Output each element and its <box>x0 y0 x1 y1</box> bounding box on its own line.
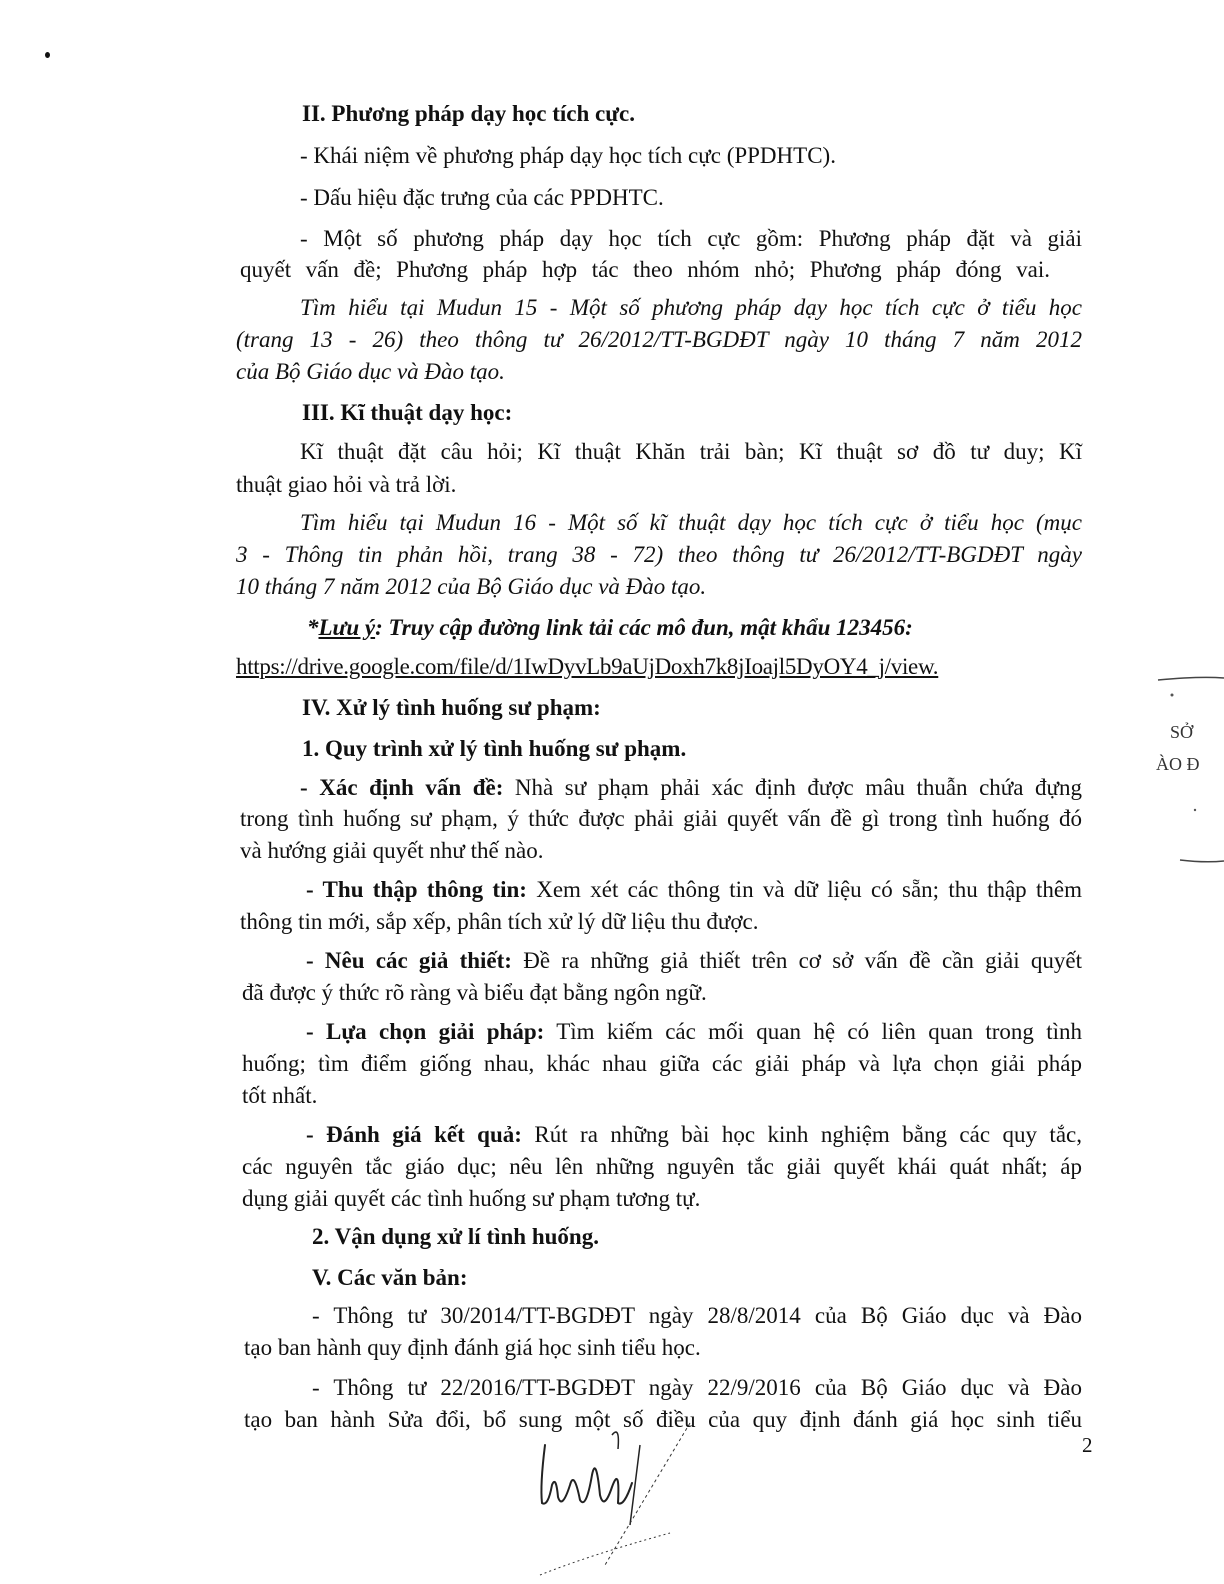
sec3-reference-line-2: 3 - Thông tin phản hồi, trang 38 - 72) theo thông tư 26/2012/TT-BGDĐT ngày <box>236 542 1082 567</box>
sec3-reference-line-1: Tìm hiểu tại Mudun 16 - Một số kĩ thuật dạy học tích cực ở tiểu học (mục <box>300 510 1082 535</box>
sec3-body-line-2: thuật giao hỏi và trả lời. <box>236 472 457 497</box>
sec2-methods-line-2: quyết vấn đề; Phương pháp hợp tác theo nhóm nhỏ; Phương pháp đóng vai. <box>240 257 1050 282</box>
step-5-line-1 <box>306 1120 1082 1150</box>
step-4-line-1 <box>306 1017 1082 1047</box>
stamp-fragment-icon <box>1150 670 1224 870</box>
sec2-item-2: - Dấu hiệu đặc trưng của các PPDHTC. <box>300 185 664 210</box>
doc-1-line-2: tạo ban hành quy định đánh giá học sinh tiểu học. <box>244 1335 701 1360</box>
step-2-line-1 <box>306 875 1082 905</box>
step-4-line-2: huống; tìm điểm giống nhau, khác nhau giữa các giải pháp và lựa chọn giải pháp <box>242 1051 1082 1076</box>
scan-speck <box>45 52 50 58</box>
step-3-label: - Nêu các giả thiết: <box>306 948 512 973</box>
sec2-reference-line-2: (trang 13 - 26) theo thông tư 26/2012/TT-BGDĐT ngày 10 tháng 7 năm 2012 <box>236 327 1082 352</box>
page-number: 2 <box>1082 1433 1093 1457</box>
doc-2-line-2: tạo ban hành Sửa đổi, bổ sung một số điều của quy định đánh giá học sinh tiểu <box>244 1407 1082 1432</box>
sec3-reference-line-3: 10 tháng 7 năm 2012 của Bộ Giáo dục và Đào tạo. <box>236 574 707 599</box>
sec2-reference-line-1: Tìm hiểu tại Mudun 15 - Một số phương pháp dạy học tích cực ở tiểu học <box>300 295 1082 320</box>
step-1-line-2: trong tình huống sư phạm, ý thức được phải giải quyết vấn đề gì trong tình huống đó <box>240 806 1082 831</box>
step-1-text: Nhà sư phạm phải xác định được mâu thuẫn chứa đựng <box>503 775 1082 800</box>
step-5-line-3: dụng giải quyết các tình huống sư phạm tương tự. <box>242 1186 701 1211</box>
step-3-line-2: đã được ý thức rõ ràng và biểu đạt bằng ngôn ngữ. <box>242 980 707 1005</box>
step-3-line-1 <box>306 946 1082 976</box>
step-1-line-1 <box>300 773 1082 803</box>
step-5-label: - Đánh giá kết quả: <box>306 1122 522 1147</box>
step-4-line-3: tốt nhất. <box>242 1083 318 1108</box>
step-2-label: - Thu thập thông tin: <box>306 877 527 902</box>
sec3-body-line-1: Kĩ thuật đặt câu hỏi; Kĩ thuật Khăn trải bàn; Kĩ thuật sơ đồ tư duy; Kĩ <box>300 439 1082 464</box>
signature-icon <box>500 1415 730 1580</box>
doc-1-line-1: - Thông tư 30/2014/TT-BGDĐT ngày 28/8/2014 của Bộ Giáo dục và Đào <box>312 1303 1082 1328</box>
section-4-subtitle-1: 1. Quy trình xử lý tình huống sư phạm. <box>302 736 687 761</box>
step-2-line-2: thông tin mới, sắp xếp, phân tích xử lý dữ liệu thu được. <box>240 909 759 934</box>
note-text: : Truy cập đường link tải các mô đun, mật khẩu 123456: <box>375 615 913 640</box>
step-5-text: Rút ra những bài học kinh nghiệm bằng các quy tắc, <box>521 1122 1082 1147</box>
note-star: * <box>307 615 319 640</box>
stamp-text-1: SỞ <box>1170 722 1194 742</box>
sec2-methods-line-1: - Một số phương pháp dạy học tích cực gồm: Phương pháp đặt và giải <box>300 226 1082 251</box>
stamp-text-2: ÀO Đ <box>1156 754 1200 774</box>
section-2-title: II. Phương pháp dạy học tích cực. <box>302 101 636 126</box>
step-1-label: - Xác định vấn đề: <box>300 775 504 800</box>
step-4-text: Tìm kiếm các mối quan hệ có liên quan trong tình <box>544 1019 1082 1044</box>
section-4-title: IV. Xử lý tình huống sư phạm: <box>302 695 601 720</box>
note-line <box>307 613 913 643</box>
step-3-text: Đề ra những giả thiết trên cơ sở vấn đề cần giải quyết <box>511 948 1082 973</box>
doc-2-line-1: - Thông tư 22/2016/TT-BGDĐT ngày 22/9/2016 của Bộ Giáo dục và Đào <box>312 1375 1082 1400</box>
step-4-label: - Lựa chọn giải pháp: <box>306 1019 545 1044</box>
section-4-subtitle-2: 2. Vận dụng xử lí tình huống. <box>312 1224 599 1249</box>
section-5-title: V. Các văn bản: <box>312 1265 468 1290</box>
step-2-text: Xem xét các thông tin và dữ liệu có sẵn; thu thập thêm <box>526 877 1082 902</box>
sec2-item-1: - Khái niệm về phương pháp dạy học tích cực (PPDHTC). <box>300 143 836 168</box>
section-3-title: III. Kĩ thuật dạy học: <box>302 400 513 425</box>
note-label: Lưu ý <box>318 615 376 640</box>
step-1-line-3: và hướng giải quyết như thế nào. <box>240 838 544 863</box>
step-5-line-2: các nguyên tắc giáo dục; nêu lên những nguyên tắc giải quyết khái quát nhất; áp <box>242 1154 1082 1179</box>
sec2-reference-line-3: của Bộ Giáo dục và Đào tạo. <box>236 359 505 384</box>
drive-link[interactable]: https://drive.google.com/file/d/1IwDyvLb9aUjDoxh7k8jIoajl5DyOY4_j/view. <box>236 654 939 679</box>
